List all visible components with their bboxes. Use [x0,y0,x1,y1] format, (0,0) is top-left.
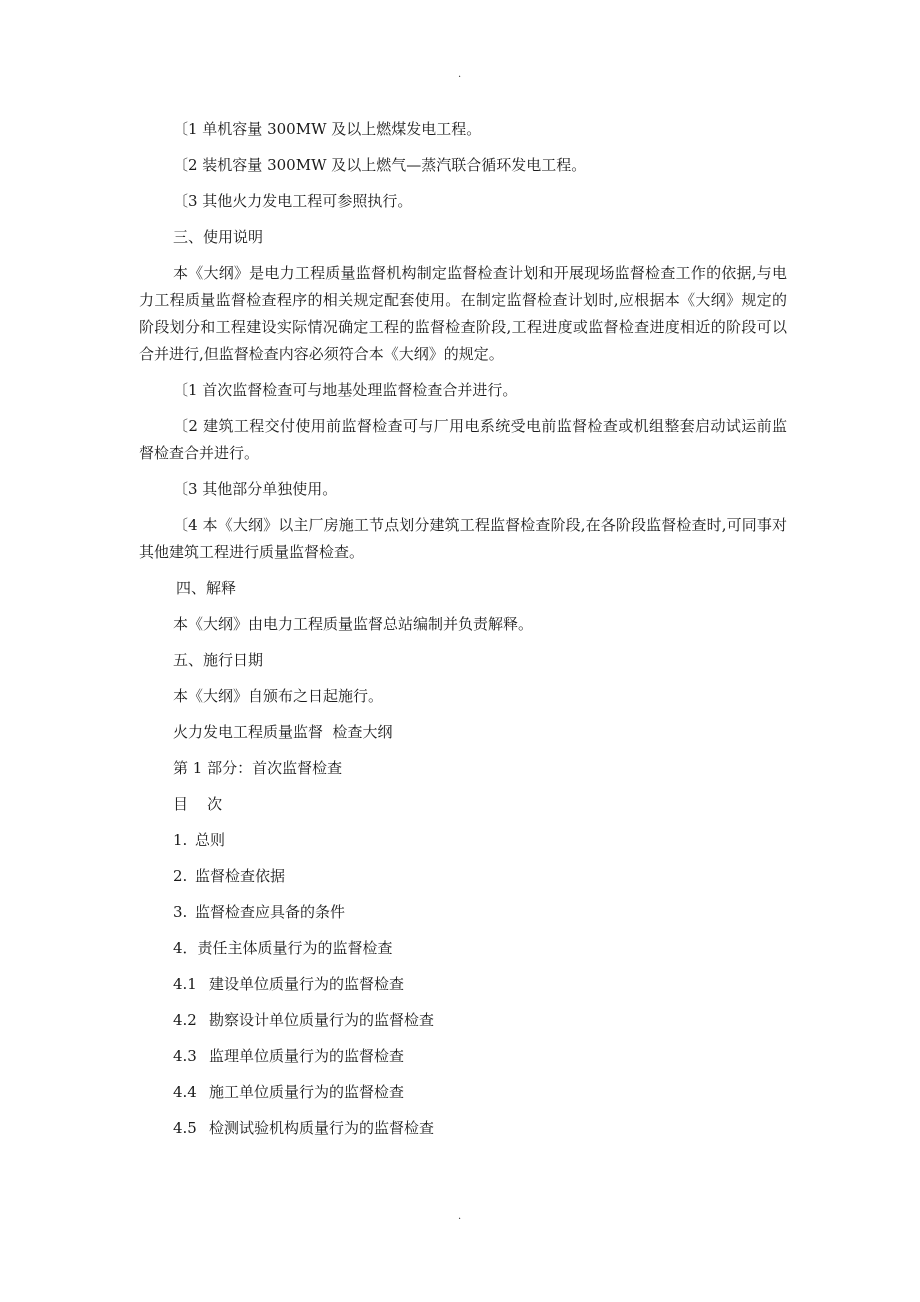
toc-entry[interactable] [173,935,787,962]
scope-item-3: 〔3 其他火力发电工程可参照执行。 [173,192,413,210]
effective-date-paragraph: 本《大纲》自颁布之日起施行。 [173,687,384,705]
toc-entry[interactable] [173,1007,787,1034]
toc-entry[interactable] [173,1043,787,1070]
toc-entry[interactable] [173,863,787,890]
document-body [139,116,787,1151]
usage-paragraph: 本《大纲》是电力工程质量监督机构制定监督检查计划和开展现场监督检查工作的依据,与电力工程质量监督检查程序的相关规定配套使用。在制定监督检查计划时,应根据本《大纲》规定的阶段划分和工程建设实际情况确定工程的监督检查阶段,工程进度或监督检查进度相近的阶段可以合并进行,但监督检查内容必须符合本《大纲》的规定。 [139,264,787,363]
toc-number: 2. [173,867,188,885]
section-heading-usage: 三、使用说明 [173,228,264,246]
toc-number: 4.5 [173,1119,197,1137]
part-title: 第 1 部分：首次监督检查 [173,759,343,777]
toc-title: 建设单位质量行为的监督检查 [209,975,405,993]
toc-number: 4.3 [173,1047,197,1065]
header-mark: . [458,69,462,80]
usage-item-2: 〔2 建筑工程交付使用前监督检查可与厂用电系统受电前监督检查或机组整套启动试运前监督检查合并进行。 [139,417,787,462]
toc-number: 4.2 [173,1011,197,1029]
toc-number: 4.4 [173,1083,197,1101]
document-title: 火力发电工程质量监督 检查大纲 [173,723,393,741]
toc-entry[interactable] [173,899,787,926]
toc-number: 4.1 [173,975,197,993]
toc-heading: 目 次 [173,795,223,813]
section-heading-effective-date: 五、施行日期 [173,651,264,669]
toc-entry[interactable] [173,971,787,998]
toc-entry[interactable] [173,1115,787,1142]
toc-entry[interactable] [173,827,787,854]
footer-mark: . [458,1211,462,1222]
toc-title: 检测试验机构质量行为的监督检查 [209,1119,435,1137]
toc-title: 责任主体质量行为的监督检查 [197,939,393,957]
scope-item-1: 〔1 单机容量 300MW 及以上燃煤发电工程。 [173,120,482,138]
toc-title: 勘察设计单位质量行为的监督检查 [209,1011,435,1029]
toc-title: 监督检查应具备的条件 [195,903,346,921]
toc-title: 监理单位质量行为的监督检查 [209,1047,405,1065]
usage-item-1: 〔1 首次监督检查可与地基处理监督检查合并进行。 [173,381,518,399]
toc-number: 3. [173,903,188,921]
toc-number: 4． [173,939,198,957]
usage-item-4: 〔4 本《大纲》以主厂房施工节点划分建筑工程监督检查阶段,在各阶段监督检查时,可同事对其他建筑工程进行质量监督检查。 [139,516,787,561]
interpretation-paragraph: 本《大纲》由电力工程质量监督总站编制并负责解释。 [173,615,534,633]
toc-entry[interactable] [173,1079,787,1106]
toc-title: 施工单位质量行为的监督检查 [209,1083,405,1101]
toc-title: 总则 [195,831,226,849]
toc-number: 1. [173,831,188,849]
toc-title: 监督检查依据 [195,867,286,885]
scope-item-2: 〔2 装机容量 300MW 及以上燃气—蒸汽联合循环发电工程。 [173,156,587,174]
section-heading-interpretation: 四、解释 [176,579,237,597]
usage-item-3: 〔3 其他部分单独使用。 [173,480,338,498]
